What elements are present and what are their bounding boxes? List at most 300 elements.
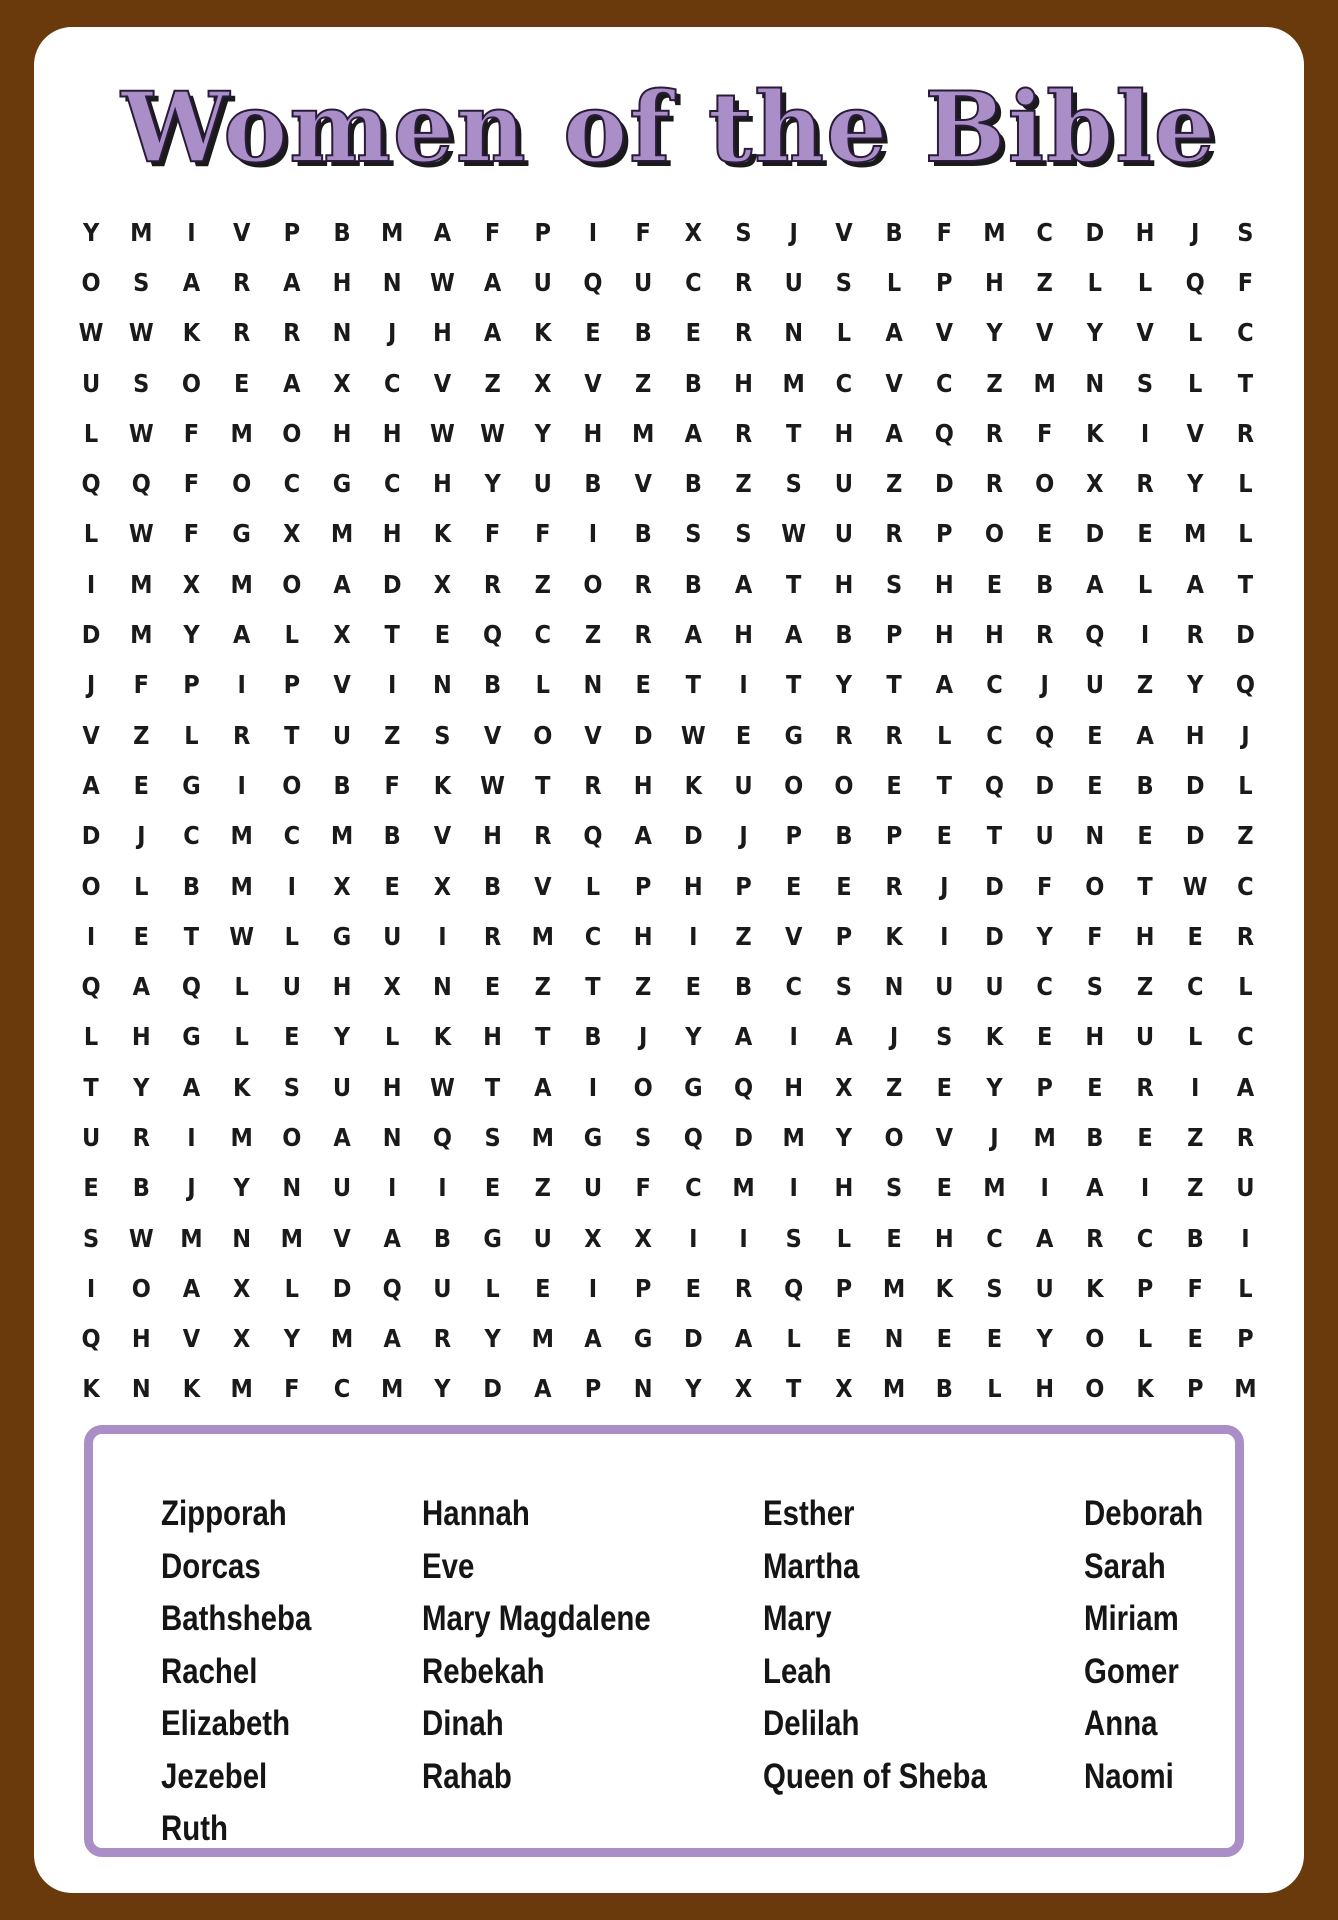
grid-letter[interactable]: L bbox=[284, 1273, 300, 1303]
grid-letter[interactable]: Q bbox=[81, 972, 101, 1002]
grid-letter[interactable]: N bbox=[1085, 821, 1105, 851]
grid-letter[interactable]: H bbox=[1035, 1374, 1055, 1404]
grid-letter[interactable]: D bbox=[985, 921, 1004, 951]
grid-letter[interactable]: Q bbox=[683, 1122, 703, 1152]
grid-letter[interactable]: E bbox=[1036, 1022, 1053, 1052]
grid-letter[interactable]: R bbox=[734, 318, 753, 348]
grid-letter[interactable]: X bbox=[634, 1223, 652, 1253]
grid-letter[interactable]: V bbox=[1035, 318, 1054, 348]
grid-letter[interactable]: L bbox=[1238, 770, 1253, 800]
grid-letter[interactable]: I bbox=[438, 921, 447, 951]
grid-letter[interactable]: F bbox=[1036, 418, 1053, 448]
grid-letter[interactable]: F bbox=[936, 217, 952, 247]
grid-letter[interactable]: K bbox=[433, 770, 452, 800]
grid-letter[interactable]: F bbox=[1036, 871, 1053, 901]
grid-letter[interactable]: H bbox=[382, 418, 402, 448]
grid-letter[interactable]: D bbox=[734, 1122, 753, 1152]
grid-letter[interactable]: L bbox=[1188, 368, 1203, 398]
grid-letter[interactable]: S bbox=[133, 368, 150, 398]
grid-letter[interactable]: T bbox=[1237, 569, 1254, 599]
grid-letter[interactable]: M bbox=[381, 1374, 404, 1404]
grid-letter[interactable]: O bbox=[81, 267, 101, 297]
grid-letter[interactable]: E bbox=[886, 1223, 902, 1253]
grid-letter[interactable]: F bbox=[284, 1374, 300, 1404]
grid-letter[interactable]: I bbox=[1040, 1173, 1049, 1203]
grid-letter[interactable]: M bbox=[180, 1223, 203, 1253]
grid-letter[interactable]: L bbox=[284, 620, 300, 650]
grid-letter[interactable]: Y bbox=[685, 1022, 702, 1052]
grid-letter[interactable]: P bbox=[835, 1273, 853, 1303]
grid-letter[interactable]: B bbox=[333, 770, 351, 800]
grid-letter[interactable]: Z bbox=[885, 1072, 903, 1102]
grid-letter[interactable]: V bbox=[935, 318, 953, 348]
grid-letter[interactable]: L bbox=[585, 871, 601, 901]
grid-letter[interactable]: J bbox=[137, 821, 146, 851]
grid-letter[interactable]: H bbox=[734, 368, 753, 398]
grid-letter[interactable]: J bbox=[1241, 720, 1250, 750]
grid-letter[interactable]: H bbox=[382, 1072, 402, 1102]
grid-letter[interactable]: A bbox=[734, 1022, 753, 1052]
grid-letter[interactable]: P bbox=[283, 217, 301, 247]
grid-letter[interactable]: C bbox=[986, 670, 1003, 700]
grid-letter[interactable]: E bbox=[836, 871, 852, 901]
grid-letter[interactable]: M bbox=[782, 1122, 805, 1152]
grid-letter[interactable]: T bbox=[936, 770, 952, 800]
grid-letter[interactable]: O bbox=[884, 1122, 904, 1152]
grid-letter[interactable]: E bbox=[1137, 1122, 1153, 1152]
grid-letter[interactable]: V bbox=[433, 368, 452, 398]
grid-letter[interactable]: A bbox=[483, 318, 502, 348]
grid-letter[interactable]: M bbox=[381, 217, 404, 247]
grid-letter[interactable]: O bbox=[181, 368, 202, 398]
grid-letter[interactable]: Y bbox=[835, 670, 853, 700]
grid-letter[interactable]: B bbox=[885, 217, 903, 247]
grid-letter[interactable]: T bbox=[786, 418, 802, 448]
grid-letter[interactable]: P bbox=[634, 871, 652, 901]
grid-letter[interactable]: A bbox=[885, 418, 903, 448]
grid-letter[interactable]: E bbox=[1087, 720, 1103, 750]
grid-letter[interactable]: A bbox=[182, 1273, 201, 1303]
grid-letter[interactable]: C bbox=[685, 1173, 702, 1203]
grid-letter[interactable]: J bbox=[940, 871, 949, 901]
grid-letter[interactable]: B bbox=[1136, 770, 1154, 800]
grid-letter[interactable]: Q bbox=[1185, 267, 1205, 297]
grid-letter[interactable]: P bbox=[1036, 1072, 1053, 1102]
grid-letter[interactable]: S bbox=[1086, 972, 1103, 1002]
grid-letter[interactable]: F bbox=[384, 770, 400, 800]
grid-letter[interactable]: I bbox=[689, 1223, 698, 1253]
grid-letter[interactable]: W bbox=[480, 418, 505, 448]
grid-letter[interactable]: R bbox=[1236, 921, 1255, 951]
grid-letter[interactable]: I bbox=[187, 217, 196, 247]
grid-letter[interactable]: A bbox=[383, 1324, 401, 1354]
grid-letter[interactable]: B bbox=[132, 1173, 150, 1203]
grid-letter[interactable]: H bbox=[432, 469, 452, 499]
grid-letter[interactable]: A bbox=[684, 418, 703, 448]
grid-letter[interactable]: K bbox=[985, 1022, 1004, 1052]
grid-letter[interactable]: S bbox=[885, 569, 903, 599]
grid-letter[interactable]: Z bbox=[1187, 1122, 1204, 1152]
grid-letter[interactable]: A bbox=[1086, 569, 1104, 599]
grid-letter[interactable]: K bbox=[684, 770, 703, 800]
grid-letter[interactable]: U bbox=[784, 267, 803, 297]
grid-letter[interactable]: D bbox=[1185, 770, 1205, 800]
grid-letter[interactable]: M bbox=[1184, 519, 1207, 549]
grid-letter[interactable]: T bbox=[1137, 871, 1153, 901]
grid-letter[interactable]: H bbox=[432, 318, 452, 348]
grid-letter[interactable]: E bbox=[986, 569, 1003, 599]
grid-letter[interactable]: P bbox=[1136, 1273, 1154, 1303]
grid-letter[interactable]: K bbox=[1136, 1374, 1154, 1404]
grid-letter[interactable]: A bbox=[684, 620, 703, 650]
grid-letter[interactable]: N bbox=[382, 267, 402, 297]
grid-letter[interactable]: C bbox=[1186, 972, 1204, 1002]
grid-letter[interactable]: B bbox=[584, 1022, 602, 1052]
grid-letter[interactable]: R bbox=[1086, 1223, 1104, 1253]
grid-letter[interactable]: C bbox=[835, 368, 853, 398]
grid-letter[interactable]: W bbox=[1182, 871, 1208, 901]
grid-letter[interactable]: A bbox=[182, 267, 201, 297]
grid-letter[interactable]: I bbox=[287, 871, 297, 901]
grid-letter[interactable]: I bbox=[86, 1273, 96, 1303]
grid-letter[interactable]: X bbox=[534, 368, 552, 398]
grid-letter[interactable]: O bbox=[984, 519, 1005, 549]
grid-letter[interactable]: T bbox=[284, 720, 300, 750]
grid-letter[interactable]: Q bbox=[1035, 720, 1055, 750]
grid-letter[interactable]: P bbox=[936, 519, 953, 549]
grid-letter[interactable]: S bbox=[835, 972, 852, 1002]
grid-letter[interactable]: T bbox=[1237, 368, 1254, 398]
grid-letter[interactable]: C bbox=[785, 972, 802, 1002]
grid-letter[interactable]: Y bbox=[1036, 1324, 1053, 1354]
grid-letter[interactable]: E bbox=[735, 720, 752, 750]
grid-letter[interactable]: E bbox=[685, 318, 702, 348]
grid-letter[interactable]: A bbox=[82, 770, 100, 800]
grid-letter[interactable]: A bbox=[1186, 569, 1204, 599]
grid-letter[interactable]: V bbox=[634, 469, 652, 499]
grid-letter[interactable]: S bbox=[785, 469, 802, 499]
grid-letter[interactable]: S bbox=[785, 1223, 802, 1253]
grid-letter[interactable]: A bbox=[383, 1223, 401, 1253]
grid-letter[interactable]: T bbox=[83, 1072, 99, 1102]
grid-letter[interactable]: I bbox=[237, 670, 246, 700]
grid-letter[interactable]: K bbox=[1086, 418, 1104, 448]
grid-letter[interactable]: N bbox=[784, 318, 804, 348]
grid-letter[interactable]: D bbox=[81, 821, 101, 851]
grid-letter[interactable]: E bbox=[484, 1173, 501, 1203]
grid-letter[interactable]: C bbox=[333, 1374, 351, 1404]
grid-letter[interactable]: V bbox=[835, 217, 853, 247]
grid-letter[interactable]: U bbox=[533, 469, 552, 499]
grid-letter[interactable]: W bbox=[78, 318, 104, 348]
grid-letter[interactable]: F bbox=[133, 670, 149, 700]
grid-letter[interactable]: R bbox=[734, 267, 753, 297]
grid-letter[interactable]: I bbox=[739, 670, 748, 700]
grid-letter[interactable]: U bbox=[834, 519, 854, 549]
grid-letter[interactable]: C bbox=[283, 469, 301, 499]
grid-letter[interactable]: E bbox=[83, 1173, 99, 1203]
grid-letter[interactable]: O bbox=[784, 770, 804, 800]
grid-letter[interactable]: H bbox=[483, 1022, 502, 1052]
grid-letter[interactable]: H bbox=[382, 519, 402, 549]
grid-letter[interactable]: E bbox=[936, 1072, 952, 1102]
grid-letter[interactable]: X bbox=[433, 871, 452, 901]
grid-letter[interactable]: J bbox=[739, 821, 748, 851]
grid-letter[interactable]: G bbox=[784, 720, 803, 750]
grid-letter[interactable]: V bbox=[1136, 318, 1154, 348]
grid-letter[interactable]: N bbox=[633, 1374, 653, 1404]
grid-letter[interactable]: R bbox=[1236, 1122, 1255, 1152]
grid-letter[interactable]: I bbox=[789, 1022, 798, 1052]
grid-letter[interactable]: L bbox=[83, 418, 99, 448]
grid-letter[interactable]: X bbox=[283, 519, 301, 549]
grid-letter[interactable]: A bbox=[835, 1022, 853, 1052]
grid-letter[interactable]: Q bbox=[382, 1273, 402, 1303]
grid-letter[interactable]: X bbox=[433, 569, 452, 599]
grid-letter[interactable]: D bbox=[985, 871, 1004, 901]
grid-letter[interactable]: Z bbox=[1237, 821, 1254, 851]
grid-letter[interactable]: V bbox=[333, 670, 351, 700]
grid-letter[interactable]: V bbox=[82, 720, 100, 750]
grid-letter[interactable]: U bbox=[332, 1173, 352, 1203]
grid-letter[interactable]: Z bbox=[1187, 1173, 1204, 1203]
grid-letter[interactable]: Y bbox=[333, 1022, 351, 1052]
grid-letter[interactable]: O bbox=[533, 720, 553, 750]
grid-letter[interactable]: V bbox=[584, 720, 602, 750]
grid-letter[interactable]: L bbox=[937, 720, 952, 750]
grid-letter[interactable]: R bbox=[885, 519, 903, 549]
grid-letter[interactable]: Q bbox=[1235, 670, 1255, 700]
grid-letter[interactable]: L bbox=[836, 1223, 852, 1253]
grid-letter[interactable]: T bbox=[886, 670, 902, 700]
grid-letter[interactable]: E bbox=[284, 1022, 300, 1052]
grid-letter[interactable]: Y bbox=[986, 318, 1003, 348]
grid-letter[interactable]: P bbox=[534, 217, 552, 247]
grid-letter[interactable]: M bbox=[1234, 1374, 1257, 1404]
grid-letter[interactable]: E bbox=[936, 1173, 952, 1203]
grid-letter[interactable]: A bbox=[433, 217, 452, 247]
grid-letter[interactable]: W bbox=[128, 418, 154, 448]
grid-letter[interactable]: H bbox=[583, 418, 603, 448]
grid-letter[interactable]: Z bbox=[484, 368, 501, 398]
grid-letter[interactable]: H bbox=[985, 267, 1004, 297]
grid-letter[interactable]: D bbox=[382, 569, 402, 599]
grid-letter[interactable]: Q bbox=[934, 418, 954, 448]
grid-letter[interactable]: E bbox=[986, 1324, 1003, 1354]
grid-letter[interactable]: A bbox=[634, 821, 652, 851]
grid-letter[interactable]: T bbox=[786, 1374, 802, 1404]
grid-letter[interactable]: M bbox=[330, 821, 354, 851]
grid-letter[interactable]: O bbox=[282, 569, 302, 599]
grid-letter[interactable]: T bbox=[484, 1072, 501, 1102]
grid-letter[interactable]: F bbox=[1087, 921, 1103, 951]
grid-letter[interactable]: G bbox=[633, 1324, 653, 1354]
grid-letter[interactable]: S bbox=[1136, 368, 1154, 398]
grid-letter[interactable]: K bbox=[935, 1273, 953, 1303]
grid-letter[interactable]: R bbox=[634, 620, 652, 650]
grid-letter[interactable]: O bbox=[232, 469, 252, 499]
grid-letter[interactable]: Y bbox=[534, 418, 551, 448]
grid-letter[interactable]: R bbox=[835, 720, 853, 750]
grid-letter[interactable]: U bbox=[383, 921, 402, 951]
grid-letter[interactable]: M bbox=[983, 1173, 1006, 1203]
grid-letter[interactable]: H bbox=[483, 821, 502, 851]
grid-letter[interactable]: I bbox=[388, 670, 397, 700]
grid-letter[interactable]: R bbox=[1136, 1072, 1154, 1102]
grid-letter[interactable]: R bbox=[734, 1273, 753, 1303]
grid-letter[interactable]: O bbox=[633, 1072, 653, 1102]
grid-letter[interactable]: Z bbox=[133, 720, 150, 750]
grid-letter[interactable]: Y bbox=[1187, 469, 1204, 499]
grid-letter[interactable]: A bbox=[935, 670, 953, 700]
grid-letter[interactable]: C bbox=[1237, 1022, 1254, 1052]
grid-letter[interactable]: T bbox=[685, 670, 702, 700]
grid-letter[interactable]: G bbox=[182, 1022, 201, 1052]
grid-letter[interactable]: M bbox=[631, 418, 655, 448]
grid-letter[interactable]: R bbox=[483, 921, 502, 951]
grid-letter[interactable]: A bbox=[734, 569, 753, 599]
grid-letter[interactable]: Y bbox=[183, 620, 200, 650]
grid-letter[interactable]: M bbox=[130, 620, 153, 650]
grid-letter[interactable]: A bbox=[1236, 1072, 1255, 1102]
grid-letter[interactable]: E bbox=[836, 1324, 852, 1354]
grid-letter[interactable]: C bbox=[383, 368, 401, 398]
grid-letter[interactable]: E bbox=[886, 770, 902, 800]
grid-letter[interactable]: M bbox=[1033, 1122, 1056, 1152]
grid-letter[interactable]: L bbox=[234, 1022, 249, 1052]
grid-letter[interactable]: H bbox=[1185, 720, 1205, 750]
grid-letter[interactable]: Q bbox=[583, 267, 603, 297]
grid-letter[interactable]: H bbox=[985, 620, 1004, 650]
grid-letter[interactable]: D bbox=[633, 720, 653, 750]
grid-letter[interactable]: M bbox=[280, 1223, 304, 1253]
grid-letter[interactable]: E bbox=[635, 670, 651, 700]
grid-letter[interactable]: C bbox=[685, 267, 702, 297]
grid-letter[interactable]: L bbox=[1137, 1324, 1153, 1354]
grid-letter[interactable]: N bbox=[332, 318, 352, 348]
grid-letter[interactable]: L bbox=[1238, 972, 1253, 1002]
grid-letter[interactable]: U bbox=[935, 972, 954, 1002]
grid-letter[interactable]: A bbox=[483, 267, 502, 297]
grid-letter[interactable]: P bbox=[885, 821, 903, 851]
grid-letter[interactable]: H bbox=[332, 972, 352, 1002]
grid-letter[interactable]: Z bbox=[635, 368, 652, 398]
grid-letter[interactable]: D bbox=[684, 821, 703, 851]
grid-letter[interactable]: I bbox=[187, 1122, 196, 1152]
grid-letter[interactable]: Y bbox=[685, 1374, 702, 1404]
grid-letter[interactable]: O bbox=[1035, 469, 1055, 499]
grid-letter[interactable]: C bbox=[383, 469, 401, 499]
grid-letter[interactable]: A bbox=[283, 368, 301, 398]
grid-letter[interactable]: K bbox=[433, 1022, 452, 1052]
grid-letter[interactable]: J bbox=[789, 217, 798, 247]
grid-letter[interactable]: K bbox=[182, 318, 201, 348]
grid-letter[interactable]: R bbox=[1035, 620, 1054, 650]
grid-letter[interactable]: S bbox=[885, 1173, 903, 1203]
grid-letter[interactable]: O bbox=[81, 871, 101, 901]
grid-letter[interactable]: U bbox=[1035, 1273, 1054, 1303]
grid-letter[interactable]: N bbox=[884, 972, 904, 1002]
grid-letter[interactable]: B bbox=[1036, 569, 1054, 599]
grid-letter[interactable]: B bbox=[835, 620, 853, 650]
grid-letter[interactable]: E bbox=[1087, 1072, 1103, 1102]
grid-letter[interactable]: A bbox=[333, 569, 351, 599]
grid-letter[interactable]: X bbox=[584, 1223, 602, 1253]
grid-letter[interactable]: S bbox=[133, 267, 150, 297]
grid-letter[interactable]: I bbox=[438, 1173, 447, 1203]
grid-letter[interactable]: X bbox=[333, 368, 351, 398]
grid-letter[interactable]: I bbox=[588, 519, 598, 549]
grid-letter[interactable]: F bbox=[183, 469, 200, 499]
grid-letter[interactable]: T bbox=[384, 620, 400, 650]
grid-letter[interactable]: A bbox=[1086, 1173, 1104, 1203]
grid-letter[interactable]: L bbox=[1137, 267, 1153, 297]
grid-letter[interactable]: N bbox=[432, 972, 452, 1002]
grid-letter[interactable]: Q bbox=[984, 770, 1005, 800]
grid-letter[interactable]: M bbox=[130, 569, 153, 599]
grid-letter[interactable]: N bbox=[432, 670, 452, 700]
grid-letter[interactable]: P bbox=[183, 670, 200, 700]
grid-letter[interactable]: B bbox=[684, 469, 702, 499]
grid-letter[interactable]: P bbox=[785, 821, 802, 851]
grid-letter[interactable]: K bbox=[433, 519, 452, 549]
grid-letter[interactable]: W bbox=[128, 1223, 154, 1253]
grid-letter[interactable]: I bbox=[388, 1173, 397, 1203]
grid-letter[interactable]: C bbox=[283, 821, 301, 851]
grid-letter[interactable]: Y bbox=[835, 1122, 853, 1152]
grid-letter[interactable]: L bbox=[234, 972, 249, 1002]
grid-letter[interactable]: Y bbox=[133, 1072, 150, 1102]
grid-letter[interactable]: R bbox=[1186, 620, 1204, 650]
grid-letter[interactable]: V bbox=[433, 821, 452, 851]
grid-letter[interactable]: L bbox=[836, 318, 852, 348]
grid-letter[interactable]: S bbox=[986, 1273, 1003, 1303]
grid-letter[interactable]: W bbox=[680, 720, 706, 750]
grid-letter[interactable]: P bbox=[735, 871, 752, 901]
grid-letter[interactable]: Y bbox=[484, 1324, 501, 1354]
grid-letter[interactable]: I bbox=[1241, 1223, 1250, 1253]
grid-letter[interactable]: Y bbox=[986, 1072, 1003, 1102]
grid-letter[interactable]: T bbox=[535, 1022, 551, 1052]
grid-letter[interactable]: S bbox=[283, 1072, 300, 1102]
grid-letter[interactable]: L bbox=[535, 670, 550, 700]
grid-letter[interactable]: Y bbox=[283, 1324, 300, 1354]
grid-letter[interactable]: Y bbox=[1086, 318, 1103, 348]
grid-letter[interactable]: E bbox=[1137, 519, 1153, 549]
grid-letter[interactable]: X bbox=[333, 871, 351, 901]
grid-letter[interactable]: R bbox=[283, 318, 301, 348]
grid-letter[interactable]: M bbox=[782, 368, 805, 398]
grid-letter[interactable]: S bbox=[735, 519, 752, 549]
grid-letter[interactable]: S bbox=[484, 1122, 501, 1152]
grid-letter[interactable]: M bbox=[230, 418, 253, 448]
grid-letter[interactable]: U bbox=[1035, 821, 1054, 851]
grid-letter[interactable]: U bbox=[533, 1223, 552, 1253]
grid-letter[interactable]: N bbox=[884, 1324, 904, 1354]
grid-letter[interactable]: S bbox=[835, 267, 852, 297]
grid-letter[interactable]: Y bbox=[1187, 670, 1204, 700]
grid-letter[interactable]: L bbox=[385, 1022, 400, 1052]
grid-letter[interactable]: H bbox=[834, 1173, 854, 1203]
grid-letter[interactable]: I bbox=[588, 1072, 598, 1102]
grid-letter[interactable]: J bbox=[388, 318, 397, 348]
grid-letter[interactable]: Z bbox=[885, 469, 903, 499]
grid-letter[interactable]: H bbox=[734, 620, 753, 650]
grid-letter[interactable]: M bbox=[230, 821, 253, 851]
grid-letter[interactable]: W bbox=[128, 519, 154, 549]
grid-letter[interactable]: U bbox=[583, 1173, 603, 1203]
grid-letter[interactable]: E bbox=[1036, 519, 1053, 549]
